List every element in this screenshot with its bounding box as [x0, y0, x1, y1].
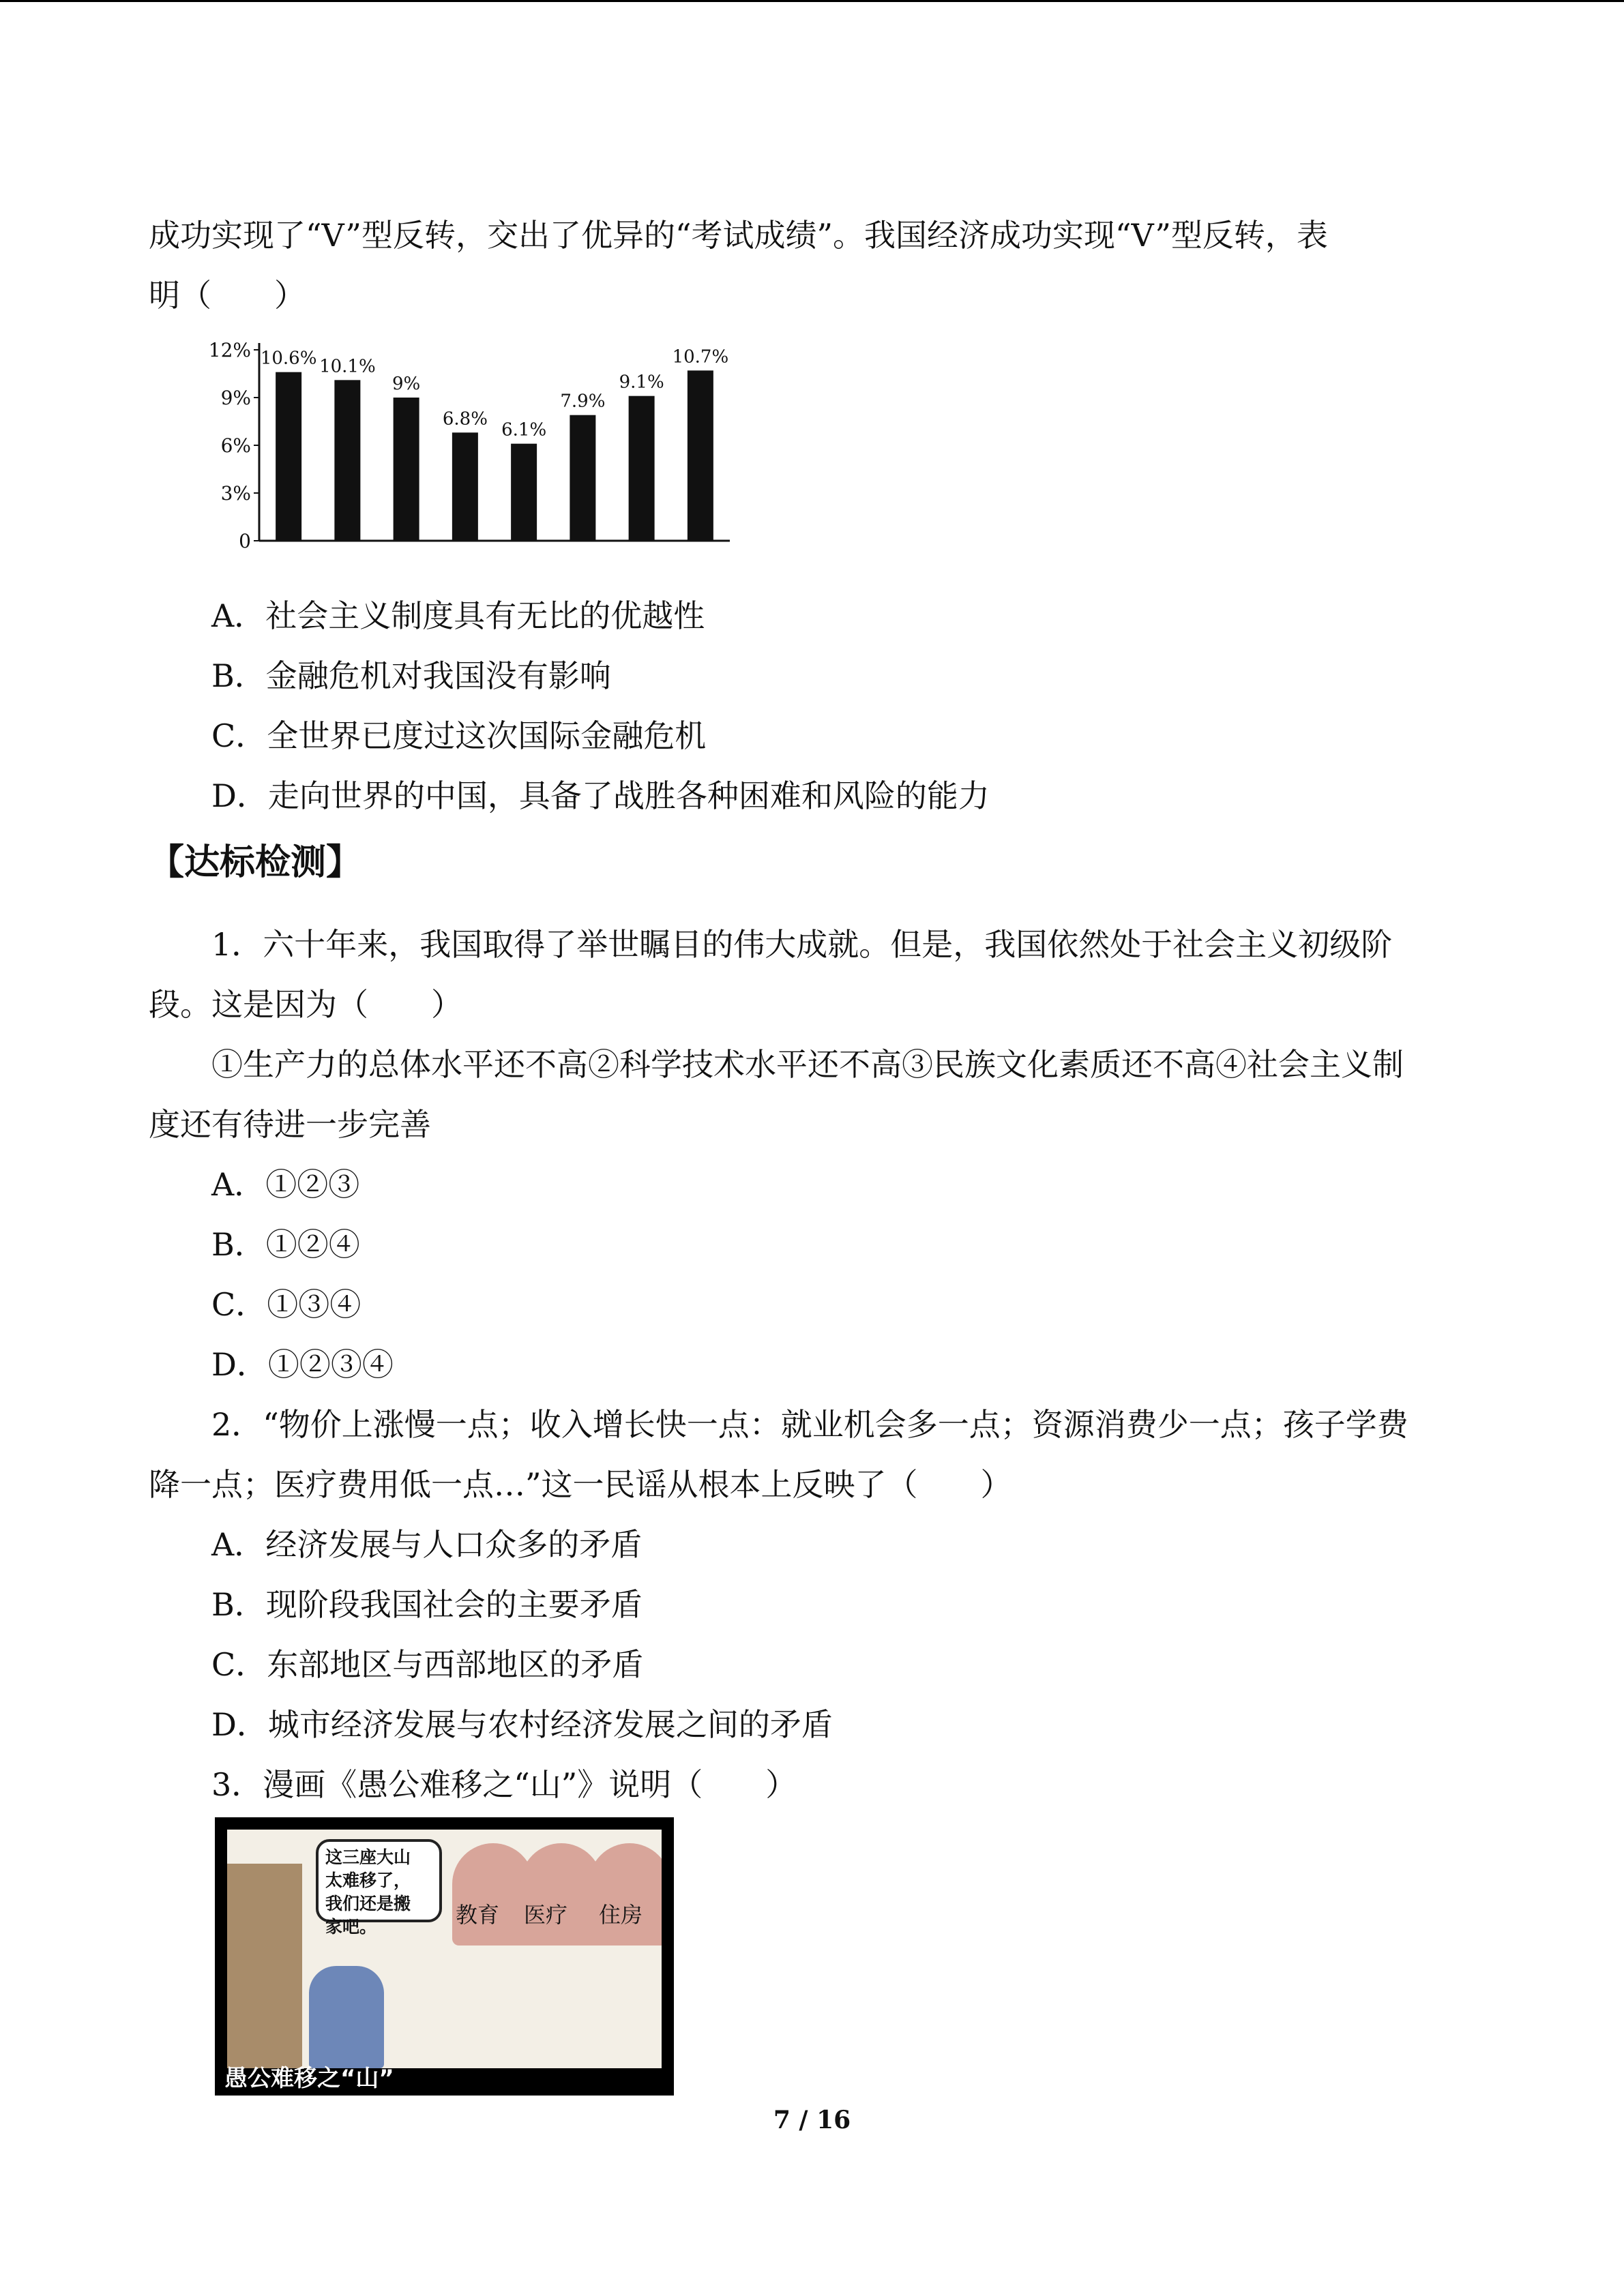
cartoon-image [215, 1817, 674, 2096]
y-tick-label: 12% [208, 339, 251, 361]
bar-value-label: 6.1% [501, 419, 547, 441]
q2-line-2: 降一点；医疗费用低一点…”这一民谣从根本上反映了（ ） [149, 1466, 1012, 1503]
q0-option-a: A．社会主义制度具有无比的优越性 [211, 597, 705, 634]
q1-option-d: D．①②③④ [211, 1346, 394, 1383]
q1-option-b: B．①②④ [211, 1226, 360, 1263]
bar [570, 415, 595, 541]
cartoon-mountain-3 [589, 1843, 662, 1945]
cartoon-label-education: 教育 [456, 1902, 500, 1928]
cartoon-wall [227, 1864, 302, 2068]
y-tick-label: 0 [239, 530, 251, 552]
bar [688, 370, 713, 541]
cartoon-caption: 愚公难移之“山” [224, 2065, 394, 2092]
q2-option-a: A．经济发展与人口众多的矛盾 [211, 1526, 643, 1563]
bar-value-label: 10.7% [672, 346, 729, 368]
q2-option-b: B．现阶段我国社会的主要矛盾 [211, 1586, 643, 1623]
bar-value-label: 9% [392, 374, 421, 394]
bar [394, 398, 419, 541]
bar [629, 396, 655, 541]
gdp-growth-bar-chart [184, 323, 750, 582]
q0-option-d: D．走向世界的中国，具备了战胜各种困难和风险的能力 [211, 777, 990, 814]
cartoon-speech-bubble: 这三座大山 太难移了， 我们还是搬 家吧。 [316, 1839, 442, 1922]
y-tick-label: 3% [220, 482, 251, 505]
q3-line-1: 3．漫画《愚公难移之“山”》说明（ ） [211, 1766, 797, 1803]
q0-option-b: B．金融危机对我国没有影响 [211, 657, 611, 694]
intro-line-1: 成功实现了“V”型反转，交出了优异的“考试成绩”。我国经济成功实现“V”型反转，表 [149, 217, 1328, 254]
cartoon-scene [227, 1830, 662, 2068]
q2-line-1: 2．“物价上涨慢一点；收入增长快一点：就业机会多一点；资源消费少一点；孩子学费 [211, 1406, 1408, 1443]
q1-option-c: C．①③④ [211, 1286, 361, 1323]
intro-line-2: 明（ ） [149, 277, 306, 314]
bar-value-label: 7.9% [560, 391, 606, 412]
cartoon-label-medical: 医疗 [524, 1902, 568, 1928]
bar-value-label: 6.8% [442, 408, 488, 430]
q0-option-c: C．全世界已度过这次国际金融危机 [211, 717, 707, 754]
bar [511, 444, 537, 541]
q1-option-a: A．①②③ [211, 1166, 360, 1203]
q1-line-1: 1．六十年来，我国取得了举世瞩目的伟大成就。但是，我国依然处于社会主义初级阶 [211, 926, 1393, 963]
bar [276, 372, 301, 541]
bar [334, 380, 360, 541]
cartoon-label-housing: 住房 [599, 1902, 643, 1928]
bar-value-label: 9.1% [619, 372, 664, 393]
q1-statements-line-1: ①生产力的总体水平还不高②科学技术水平还不高③民族文化素质还不高④社会主义制 [211, 1046, 1404, 1083]
section-heading: 【达标检测】 [149, 842, 362, 883]
chart-bars [261, 346, 728, 541]
page-number: 7 / 16 [773, 2106, 851, 2134]
y-tick-label: 6% [220, 434, 251, 457]
q2-option-d: D．城市经济发展与农村经济发展之间的矛盾 [211, 1706, 833, 1743]
q2-option-c: C．东部地区与西部地区的矛盾 [211, 1646, 644, 1683]
cartoon-figures [309, 1966, 384, 2068]
bar [452, 432, 478, 541]
q1-statements-line-2: 度还有待进一步完善 [149, 1106, 431, 1143]
bar-value-label: 10.6% [260, 348, 317, 369]
q1-line-2: 段。这是因为（ ） [149, 986, 462, 1023]
y-tick-label: 9% [220, 387, 251, 409]
bar-value-label: 10.1% [319, 356, 376, 377]
